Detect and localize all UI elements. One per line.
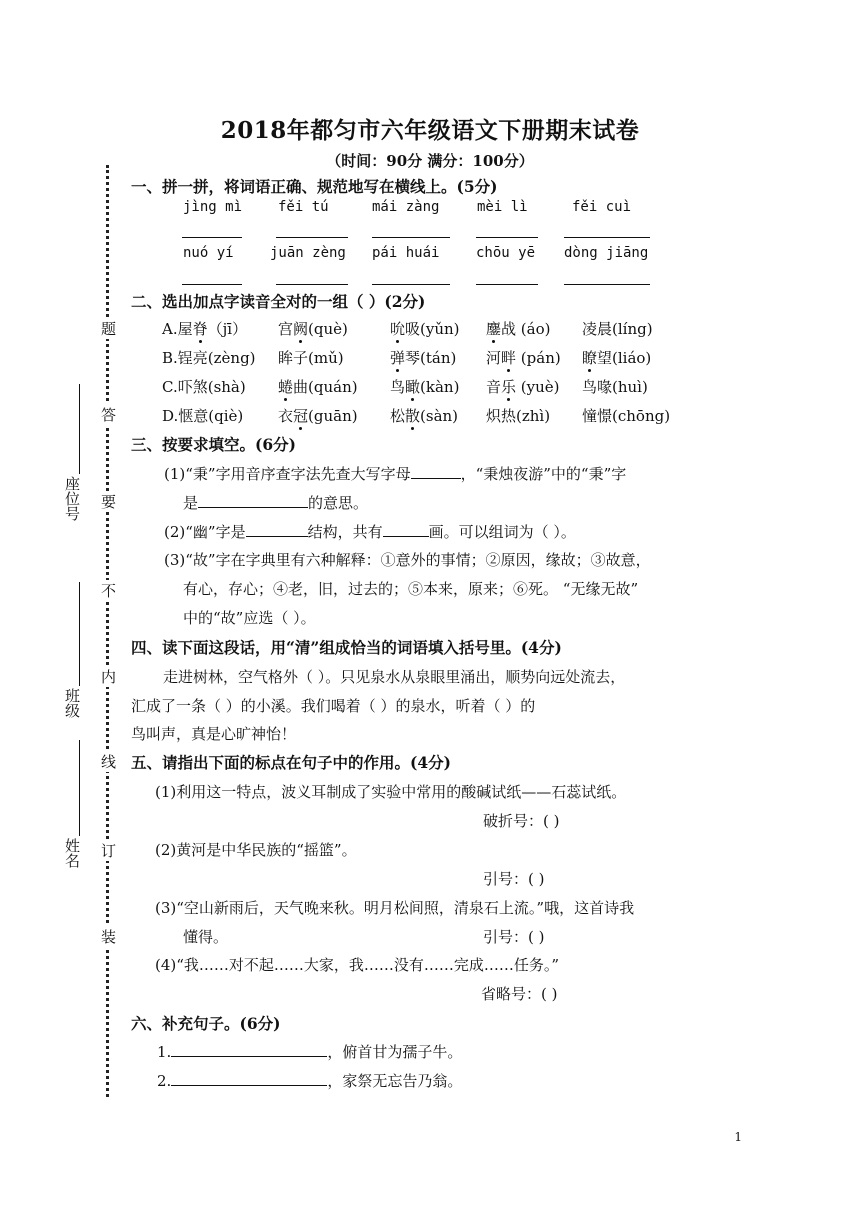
s6-line2: [157, 1070, 462, 1091]
pinyin-9: chōu yē: [476, 245, 536, 261]
option-d-word3: [390, 405, 458, 426]
seat-number-field[interactable]: [79, 384, 80, 474]
dotted-char: 畔: [501, 349, 517, 367]
s5-q1: (1)利用这一特点，波义耳制成了实验中常用的酸碱试纸——石蕊试纸。: [155, 783, 627, 801]
s3-q3-line1: (3)“故”字在字典里有六种解释：①意外的事情；②原因，缘故；③故意，: [164, 551, 651, 569]
pinyin-5: fěi cuì: [572, 199, 632, 215]
option-a-word3: [390, 318, 460, 339]
s3-q2-blank-2[interactable]: [383, 521, 429, 537]
option-b-word3: [390, 347, 456, 368]
answer-line-3[interactable]: [372, 237, 450, 238]
binding-char-5: 内: [101, 668, 117, 686]
binding-char-7: 订: [101, 842, 117, 860]
option-a-part: A.屋: [162, 320, 193, 338]
seat-number-label: 座位号: [63, 476, 81, 521]
s6-blank-1[interactable]: [171, 1041, 327, 1057]
s4-line2: 汇成了一条（ ）的小溪。我们喝着（ ）的泉水，听着（ ）的: [131, 697, 536, 715]
option-a-part: 战 (áo): [501, 320, 551, 338]
option-a-part: （jī）: [207, 320, 248, 338]
class-field[interactable]: [79, 582, 80, 686]
binding-char-8: 装: [101, 928, 117, 946]
section-5-heading: 五、请指出下面的标点在句子中的作用。(4分): [131, 753, 451, 772]
dotted-char: 阙: [293, 320, 309, 338]
option-d[interactable]: D.惬意(qiè): [162, 407, 244, 425]
dotted-char: 脊: [192, 320, 208, 338]
dotted-char: 乐: [501, 378, 517, 396]
s3-q1-text-d: 的意思。: [308, 494, 369, 512]
option-d-part: (sàn): [420, 407, 459, 425]
s5-q3-line2: 懂得。: [183, 928, 229, 946]
option-b-part: 望(liáo): [597, 349, 652, 367]
s3-q2-line: [164, 521, 576, 542]
dotted-char: 瞭: [582, 349, 598, 367]
option-c-part: 鸟: [390, 378, 406, 396]
option-c-word3: [390, 376, 459, 397]
answer-line-7[interactable]: [276, 284, 348, 285]
option-d-word2: [278, 405, 358, 426]
option-c-word4: [486, 376, 560, 397]
option-d-word5: 憧憬(chōng): [582, 407, 671, 425]
s5-answer-4[interactable]: 省略号：( ): [481, 985, 558, 1003]
pinyin-4: mèi lì: [477, 199, 528, 215]
s5-q4: (4)“我……对不起……大家，我……没有……完成……任务。”: [155, 956, 560, 974]
s5-q3-line1: (3)“空山新雨后，天气晚来秋。明月松间照，清泉石上流。”哦，这首诗我: [155, 899, 635, 917]
answer-line-4[interactable]: [476, 237, 538, 238]
pinyin-3: mái zàng: [372, 199, 440, 215]
dotted-char: 瞰: [405, 378, 421, 396]
option-a-word4: [486, 318, 550, 339]
s3-q3-line2: 有心，存心；④老，旧，过去的；⑤本来，原来；⑥死。 “无缘无故”: [183, 580, 639, 598]
s3-q1-text-c: 是: [183, 494, 199, 512]
section-6-heading: 六、补充句子。(6分): [131, 1014, 281, 1033]
binding-char-1: 题: [101, 320, 117, 338]
answer-line-2[interactable]: [276, 237, 348, 238]
option-c-word2: [278, 376, 358, 397]
s3-q2-text-b: 结构，共有: [307, 523, 383, 541]
option-c-part: 曲(quán): [293, 378, 358, 396]
dotted-char: 鏖: [486, 320, 502, 338]
class-label: 班级: [63, 688, 81, 718]
option-b-word4: [486, 347, 561, 368]
option-c[interactable]: C.吓煞(shà): [162, 378, 246, 396]
option-a-word2: [278, 318, 348, 339]
binding-char-2: 答: [101, 406, 117, 424]
option-d-part: 衣: [278, 407, 294, 425]
s5-q2: (2)黄河是中华民族的“摇篮”。: [155, 841, 357, 859]
binding-char-4: 不: [101, 582, 117, 600]
pinyin-10: dòng jiāng: [564, 245, 649, 261]
option-c-part: 音: [486, 378, 502, 396]
answer-line-6[interactable]: [182, 284, 242, 285]
option-b-part: (pán): [516, 349, 561, 367]
option-a-part: (què): [308, 320, 348, 338]
s5-answer-2[interactable]: 引号：( ): [483, 870, 545, 888]
s6-text-2: ，家祭无忘告乃翁。: [327, 1072, 463, 1090]
option-a-part: 吸(yǔn): [405, 320, 460, 338]
option-d-part: 松: [390, 407, 406, 425]
s4-line3: 鸟叫声，真是心旷神怡！: [131, 725, 297, 743]
dotted-char: 蜷: [278, 378, 294, 396]
binding-char-6: 线: [101, 753, 117, 771]
option-a-word5: 凌晨(líng): [582, 320, 653, 338]
s3-q1-line1: [164, 463, 626, 484]
s3-q1-blank-1[interactable]: [411, 463, 461, 479]
dotted-char: 散: [405, 407, 421, 425]
answer-line-10[interactable]: [564, 284, 650, 285]
name-field[interactable]: [79, 740, 80, 836]
answer-line-8[interactable]: [372, 284, 450, 285]
s3-q1-blank-2[interactable]: [198, 492, 308, 508]
exam-subtitle: （时间：90分 满分：100分）: [326, 152, 534, 170]
dotted-char: 弹: [390, 349, 406, 367]
s6-num-2: 2.: [157, 1072, 172, 1090]
answer-line-9[interactable]: [476, 284, 538, 285]
answer-line-1[interactable]: [182, 237, 242, 238]
option-b-part: 琴(tán): [405, 349, 457, 367]
s3-q2-blank-1[interactable]: [246, 521, 308, 537]
answer-line-5[interactable]: [564, 237, 650, 238]
s3-q1-text-a: (1)“秉”字用音序查字法先查大写字母: [164, 465, 411, 483]
pinyin-8: pái huái: [372, 245, 440, 261]
section-4-heading: 四、读下面这段话，用“清”组成恰当的词语填入括号里。(4分): [131, 638, 562, 657]
option-b-part: 河: [486, 349, 502, 367]
option-a-part: 宫: [278, 320, 294, 338]
pinyin-7: juān zèng: [270, 245, 346, 261]
option-c-word5: 鸟喙(huì): [582, 378, 648, 396]
s6-num-1: 1.: [157, 1043, 172, 1061]
option-a[interactable]: [162, 318, 247, 339]
s3-q3-line3: 中的“故”应选（ ）。: [183, 609, 316, 627]
s6-text-1: ，俯首甘为孺子牛。: [327, 1043, 463, 1061]
dotted-char: 吮: [390, 320, 406, 338]
option-c-part: (yuè): [516, 378, 560, 396]
pinyin-2: fěi tú: [278, 199, 329, 215]
pinyin-6: nuó yí: [183, 245, 234, 261]
option-c-part: (kàn): [420, 378, 460, 396]
s4-line1: 走进树林，空气格外（ ）。只见泉水从泉眼里涌出，顺势向远处流去，: [163, 668, 626, 686]
section-3-heading: 三、按要求填空。(6分): [131, 435, 296, 454]
s3-q2-text-a: (2)“幽”字是: [164, 523, 246, 541]
dotted-char: 冠: [293, 407, 309, 425]
section-1-heading: 一、拼一拼，将词语正确、规范地写在横线上。(5分): [131, 177, 498, 196]
s3-q2-text-c: 画。可以组词为（ ）。: [428, 523, 576, 541]
option-d-word4: 炽热(zhì): [486, 407, 551, 425]
s6-line1: [157, 1041, 462, 1062]
option-b-word5: [582, 347, 651, 368]
s5-answer-3[interactable]: 引号：( ): [483, 928, 545, 946]
binding-char-3: 要: [101, 493, 117, 511]
section-2-heading: 二、选出加点字读音全对的一组（ ）(2分): [131, 292, 426, 311]
exam-title: 2018年都匀市六年级语文下册期末试卷: [220, 117, 640, 144]
page-number: 1: [734, 1130, 742, 1144]
s5-answer-1[interactable]: 破折号：( ): [483, 812, 560, 830]
option-d-part: (guān): [308, 407, 358, 425]
option-b[interactable]: B.锃亮(zèng): [162, 349, 256, 367]
pinyin-1: jìng mì: [183, 199, 243, 215]
name-label: 姓名: [63, 838, 81, 868]
option-b-word2: 眸子(mǔ): [278, 349, 344, 367]
s3-q1-text-b: ，“秉烛夜游”中的“秉”字: [460, 465, 627, 483]
s3-q1-line2: [183, 492, 368, 513]
s6-blank-2[interactable]: [171, 1070, 327, 1086]
binding-dotted-line: [106, 165, 109, 1097]
